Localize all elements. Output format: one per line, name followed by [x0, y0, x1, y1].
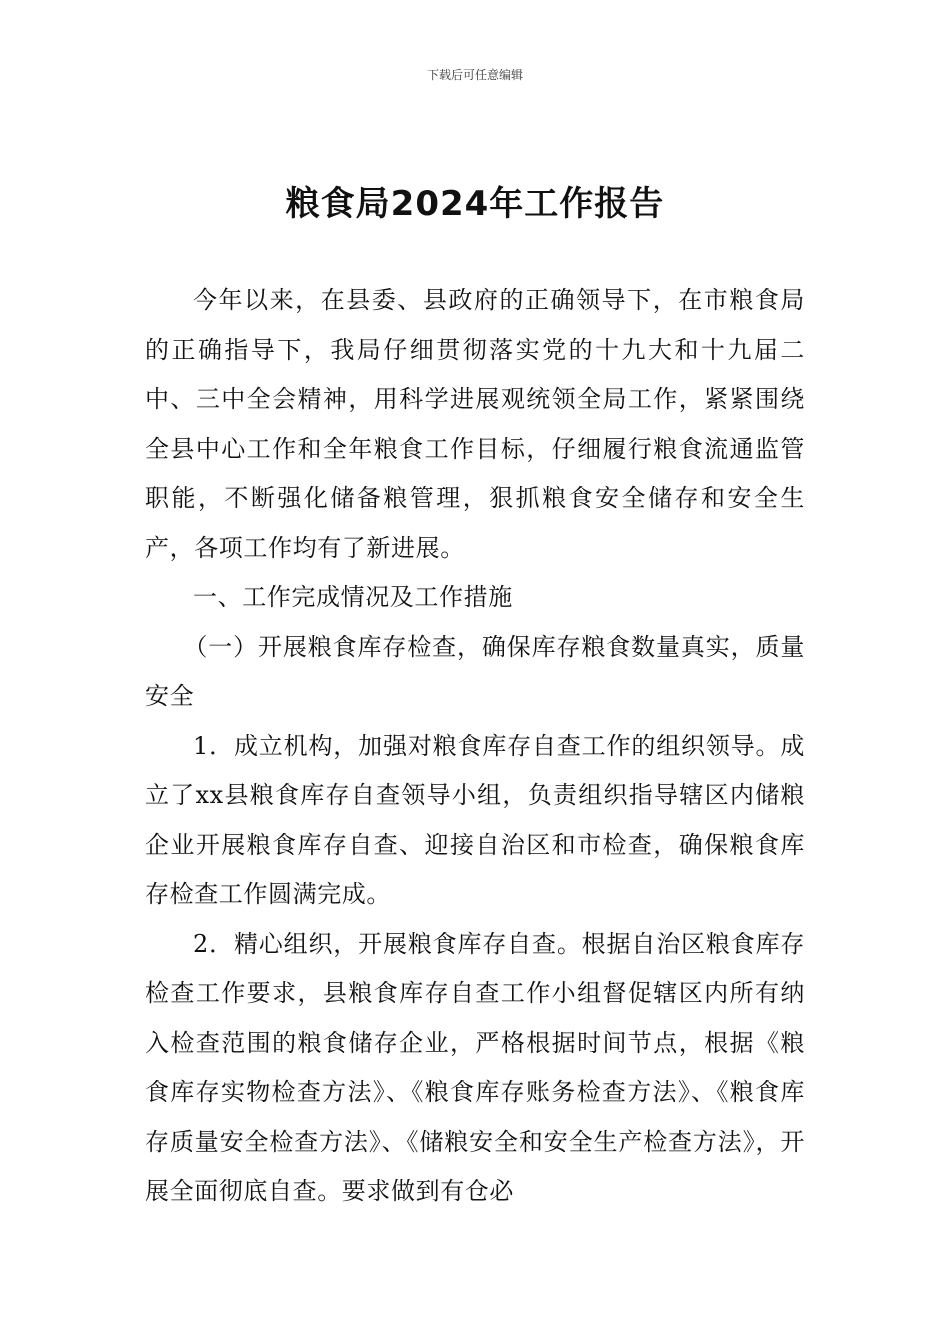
paragraph-item-2: 2．精心组织，开展粮食库存自查。根据自治区粮食库存检查工作要求，县粮食库存自查工作小组督促辖区内所有纳入检查范围的粮食储存企业，严格根据时间节点，根据《粮食库存实物检查方法》、《粮食库存账务检查方法》、《粮食库存质量安全检查方法》、《储粮安全和安全生产检查方法》，开展全面彻底自查。要求做到有仓必 [145, 929, 805, 1205]
document-body [145, 276, 805, 1217]
paragraph-item-1: 1．成立机构，加强对粮食库存自查工作的组织领导。成立了xx县粮食库存自查领导小组，负责组织指导辖区内储粮企业开展粮食库存自查、迎接自治区和市检查，确保粮食库存检查工作圆满完成。 [145, 731, 805, 908]
header-note: 下载后可任意编辑 [426, 68, 523, 82]
paragraph-intro: 今年以来，在县委、县政府的正确领导下，在市粮食局的正确指导下，我局仔细贯彻落实党的十九大和十九届二中、三中全会精神，用科学进展观统领全局工作，紧紧围绕全县中心工作和全年粮食工作目标，仔细履行粮食流通监管职能，不断强化储备粮管理，狠抓粮食安全储存和安全生产，各项工作均有了新进展。 [145, 286, 805, 562]
document-title: 粮食局2024年工作报告 [285, 184, 665, 224]
section-heading-1: 一、工作完成情况及工作措施 [193, 583, 513, 611]
subsection-heading-1: （一）开展粮食库存检查，确保库存粮食数量真实，质量安全 [145, 632, 805, 710]
